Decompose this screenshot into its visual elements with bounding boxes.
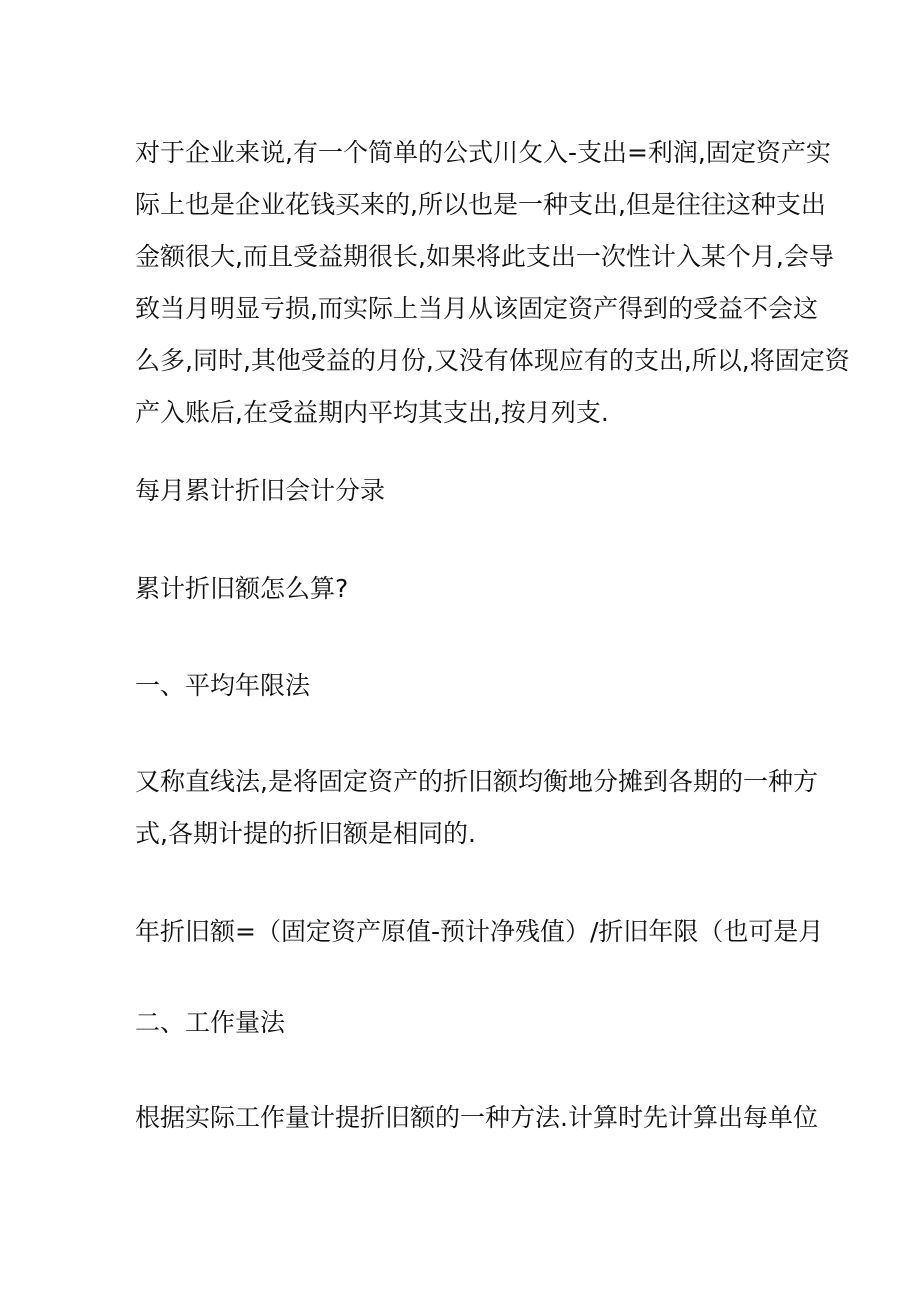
intro-paragraph xyxy=(135,127,850,439)
heading-accumulated-depreciation-entries: 每月累计折旧会计分录 xyxy=(135,476,386,505)
paragraph-line: 际上也是企业花钱买来的,所以也是一种支出,但是往往这种支出 xyxy=(135,190,826,219)
straight-line-description xyxy=(135,756,818,860)
paragraph-line: 又称直线法,是将固定资产的折旧额均衡地分摊到各期的一种方 xyxy=(135,767,818,796)
paragraph-line: 式,各期计提的折旧额是相同的. xyxy=(135,819,476,848)
paragraph-line: 么多,同时,其他受益的月份,又没有体现应有的支出,所以,将固定资 xyxy=(135,346,850,375)
question-how-to-calculate: 累计折旧额怎么算? xyxy=(135,574,349,603)
section-title-straight-line: 一、平均年限法 xyxy=(135,671,311,700)
units-of-production-description: 根据实际工作量计提折旧额的一种方法.计算时先计算出每单位 xyxy=(135,1103,818,1132)
paragraph-line: 致当月明显亏损,而实际上当月从该固定资产得到的受益不会这 xyxy=(135,294,818,323)
paragraph-line: 金额很大,而且受益期很长,如果将此支出一次性计入某个月,会导 xyxy=(135,242,834,271)
annual-depreciation-formula: 年折旧额=（固定资产原值-预计净残值）/折旧年限（也可是月 xyxy=(135,917,824,946)
paragraph-line: 产入账后,在受益期内平均其支出,按月列支. xyxy=(135,398,609,427)
section-title-units-of-production: 二、工作量法 xyxy=(135,1008,286,1037)
paragraph-line: 对于企业来说,有一个简单的公式川攵入-支出=利润,固定资产实 xyxy=(135,138,831,167)
